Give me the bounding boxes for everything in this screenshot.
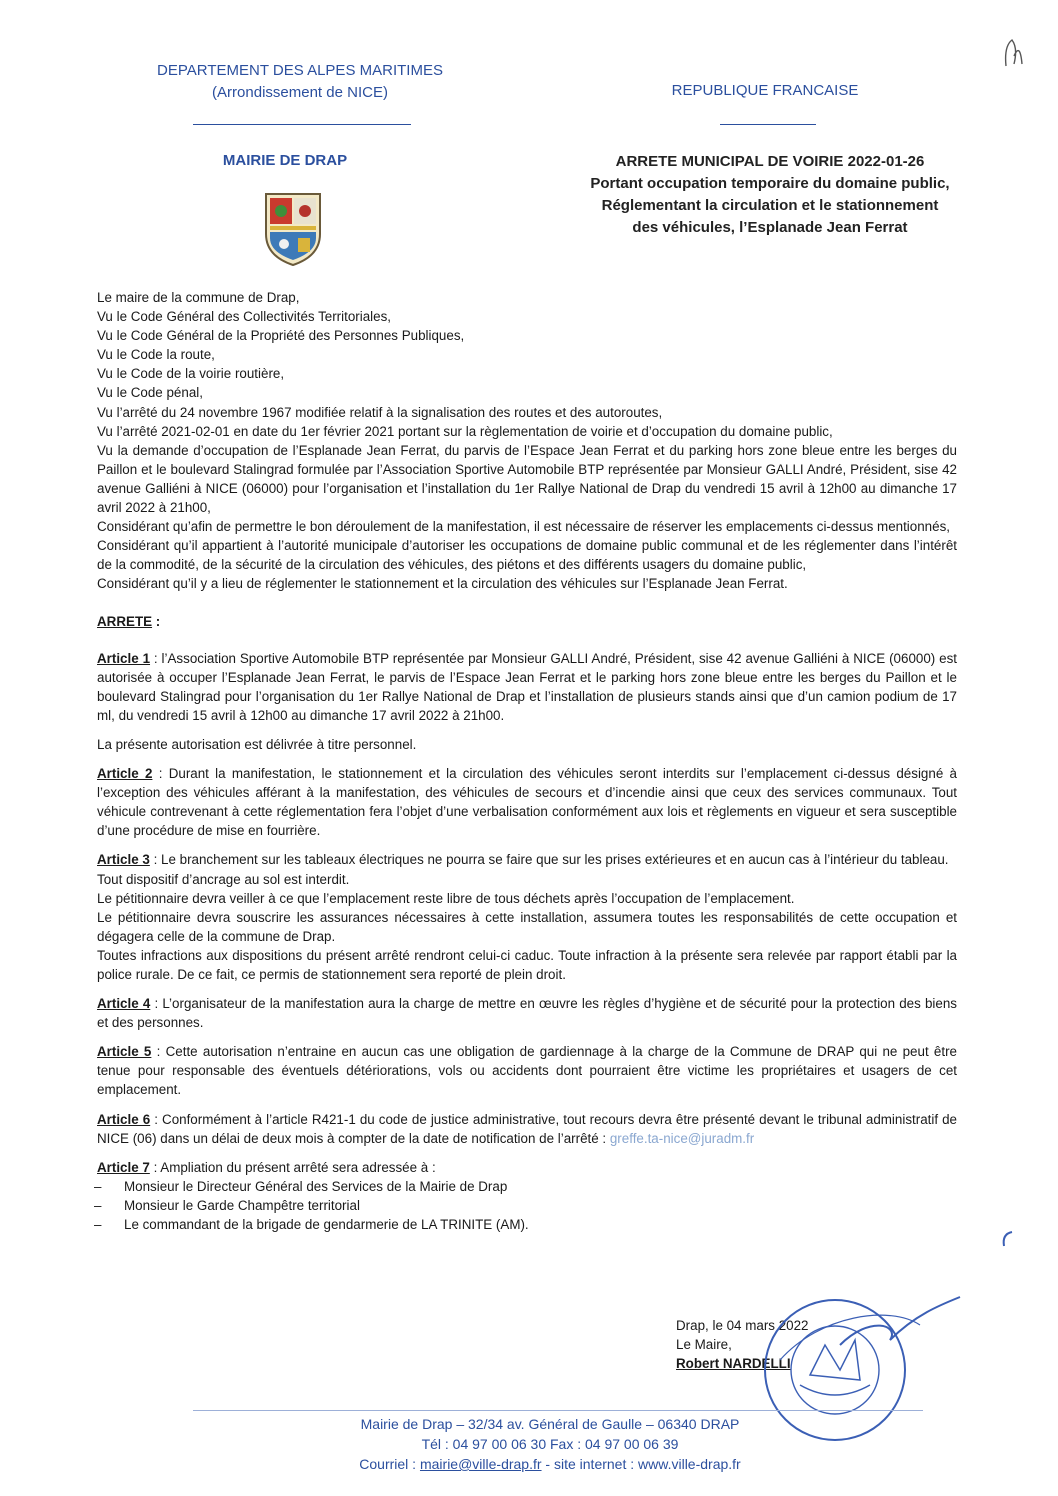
signature-date: Drap, le 04 mars 2022 (676, 1318, 809, 1333)
article-text: : Ampliation du présent arrêté sera adressée à : (149, 1159, 436, 1175)
recipient-item (94, 1177, 957, 1196)
footer (200, 1414, 900, 1474)
article-label: Article 6 (97, 1111, 151, 1127)
arrete-label: ARRETE (97, 613, 153, 629)
article-6 (97, 1110, 957, 1148)
preamble-line: Considérant qu’il y a lieu de réglementer le stationnement et la circulation des véhicules sur l’Esplanade Jean Ferrat. (97, 576, 788, 592)
article-text: : Durant la manifestation, le stationnement et la circulation des véhicules seront interdits sur l’emplacement ci-dessus désigné à l’exception des véhicules afférant à la manifestation, des véhicules de secours et d’incendie ainsi que ceux des services communaux. Tout véhicule contrevenant à cette réglementation fera l’objet d’une verbalisation conformément aux lois et règlements en vigueur et sera susceptible d’une procédure de mise en fourrière. (97, 766, 958, 839)
preamble-line: Vu le Code Général des Collectivités Territoriales, (97, 309, 391, 325)
footer-contact (200, 1454, 900, 1474)
preamble-line: Vu la demande d’occupation de l’Esplanade Jean Ferrat, du parvis de l’Espace Jean Ferrat et du parking hors zone bleue entre les berges du Paillon et le boulevard Stalingrad formulée par l’Association Sportive Automobile BTP représentée par Monsieur GALLI André, Président, sise 42 avenue Galliéni à NICE (06000) pour l’organisation et l’installation du 1er Rallye National de Drap du vendredi 15 avril à 12h00 au dimanche 17 avril 2022 à 21h00, (97, 442, 957, 516)
article-label: Article 3 (97, 852, 150, 868)
article-text: : Conformément à l’article R421-1 du code de justice administrative, tout recours devra être présenté devant le tribunal administratif de NICE (06) dans un délai de deux mois à compter de la date de notification de l’arrêté : (97, 1111, 958, 1146)
republique-header: REPUBLIQUE FRANCAISE (671, 82, 859, 99)
arrete-subject-2: Réglementant la circulation et le stationnement (601, 197, 939, 214)
recipient-item (94, 1215, 957, 1234)
article-label: Article 1 (97, 650, 151, 666)
footer-website: - site internet : www.ville-drap.fr (541, 1456, 741, 1472)
article-text: : Cette autorisation n’entraine en aucun cas une obligation de gardiennage à la charge de la Commune de DRAP qui ne peut être tenue pour responsable des éventuels détériorations, vols ou accidents dont pourraient être victime les propriétaires et usagers de cet emplacement. (97, 1044, 958, 1098)
recipient-item (94, 1196, 957, 1215)
article-7 (97, 1158, 957, 1177)
document-body (94, 288, 958, 1234)
coat-of-arms-logo (262, 190, 324, 268)
article-text: : L’organisateur de la manifestation aura la charge de mettre en œuvre les règles d’hygiène et de sécurité pour la protection des biens et des personnes. (97, 996, 958, 1031)
signatory-name: Robert NARDELLI (676, 1356, 791, 1371)
dash-bullet: – (94, 1217, 102, 1233)
arrete-title (520, 151, 1020, 239)
article-label: Article 5 (97, 1044, 152, 1060)
handwritten-mark (996, 1228, 1018, 1250)
arrete-colon: : (152, 613, 161, 629)
arrondissement: (Arrondissement de NICE) (212, 84, 388, 101)
preamble-line: Vu le Code pénal, (97, 385, 203, 401)
recipient-text: Monsieur le Directeur Général des Services de la Mairie de Drap (124, 1178, 508, 1194)
article-3-line: Toutes infractions aux dispositions du présent arrêté rendront celui-ci caduc. Toute infraction à la présente sera relevée par rapport établi par la police rurale. De ce fait, ce permis de stationnement sera reporté de plein droit. (97, 947, 957, 982)
preamble-line: Considérant qu’il appartient à l’autorité municipale d’autoriser les occupations de domaine public communal et de les réglementer dans l’intérêt de la commodité, de la sécurité de la circulation des véhicules, des piétons et des différents usagers du domaine public, (97, 538, 957, 573)
arrete-subject-1: Portant occupation temporaire du domaine public, (590, 175, 950, 192)
article-text: : l’Association Sportive Automobile BTP représentée par Monsieur GALLI André, Président, sise 42 avenue Galliéni à NICE (06000) est autorisée à occuper l’Esplanade Jean Ferrat, le parvis de l’Espace Jean Ferrat et le parking hors zone bleue entre les berges du Paillon et le boulevard Stalingrad pour l’organisation du 1er Rallye National de Drap et l’installation de plusieurs stands ainsi que d’un camion podium de 17 ml, du vendredi 15 avril à 12h00 au dimanche 17 avril 2022 à 21h00. (97, 650, 958, 723)
article-label: Article 7 (97, 1159, 150, 1175)
footer-address: Mairie de Drap – 32/34 av. Général de Gaulle – 06340 DRAP (360, 1416, 740, 1432)
preamble-line: Vu le Code de la voirie routière, (97, 366, 285, 382)
footer-email-prefix: Courriel : (359, 1456, 420, 1472)
arrete-subject-3: des véhicules, l’Esplanade Jean Ferrat (632, 219, 908, 236)
department-name: DEPARTEMENT DES ALPES MARITIMES (157, 62, 443, 79)
preamble-line: Le maire de la commune de Drap, (97, 290, 300, 305)
article-2 (97, 764, 957, 840)
article-label: Article 4 (97, 996, 151, 1012)
preamble-line: Considérant qu’afin de permettre le bon déroulement de la manifestation, il est nécessaire de réserver les emplacements ci-dessus mentionnés, (97, 519, 950, 535)
initials-mark (1000, 36, 1026, 70)
preamble-line: Vu le Code Général de la Propriété des Personnes Publiques, (97, 328, 465, 344)
article-label: Article 2 (97, 766, 153, 782)
personal-note: La présente autorisation est délivrée à titre personnel. (97, 736, 417, 752)
signature-role: Le Maire, (676, 1337, 732, 1352)
article-1 (97, 649, 957, 725)
mairie-title: MAIRIE DE DRAP (222, 152, 348, 169)
article-5 (97, 1042, 957, 1099)
recipient-text: Le commandant de la brigade de gendarmerie de LA TRINITE (AM). (124, 1217, 529, 1233)
header-rule-left (193, 124, 411, 125)
footer-rule (193, 1410, 923, 1411)
department-header (100, 60, 500, 104)
article-3-line: Le pétitionnaire devra souscrire les assurances nécessaires à cette installation, assumera toutes les responsabilités de cette occupation et dégagera celle de la commune de Drap. (97, 909, 957, 944)
arrete-number: ARRETE MUNICIPAL DE VOIRIE 2022-01-26 (615, 153, 925, 170)
article-3-line: Le pétitionnaire devra veiller à ce que l’emplacement reste libre de tous déchets après l’occupation de l’emplacement. (97, 890, 795, 906)
footer-phone: Tél : 04 97 00 06 30 Fax : 04 97 00 06 39 (421, 1436, 679, 1452)
arrete-heading (97, 612, 957, 631)
dash-bullet: – (94, 1178, 102, 1194)
article-text: : Le branchement sur les tableaux électriques ne pourra se faire que sur les prises extérieures et en aucun cas à l’intérieur du tableau. (149, 852, 949, 868)
tribunal-email-link[interactable]: greffe.ta-nice@juradm.fr (609, 1130, 755, 1146)
article-4 (97, 994, 957, 1032)
preamble-line: Vu le Code la route, (97, 347, 215, 363)
article-3 (97, 850, 957, 869)
preamble-line: Vu l’arrêté du 24 novembre 1967 modifiée relatif à la signalisation des routes et des autoroutes, (97, 404, 663, 420)
header-rule-right (720, 124, 816, 125)
article-3-line: Tout dispositif d’ancrage au sol est interdit. (97, 871, 350, 887)
recipient-text: Monsieur le Garde Champêtre territorial (124, 1197, 360, 1213)
footer-email-link[interactable]: mairie@ville-drap.fr (419, 1456, 542, 1472)
dash-bullet: – (94, 1197, 102, 1213)
preamble-line: Vu l’arrêté 2021-02-01 en date du 1er février 2021 portant sur la règlementation de voirie et d’occupation du domaine public, (97, 423, 833, 439)
